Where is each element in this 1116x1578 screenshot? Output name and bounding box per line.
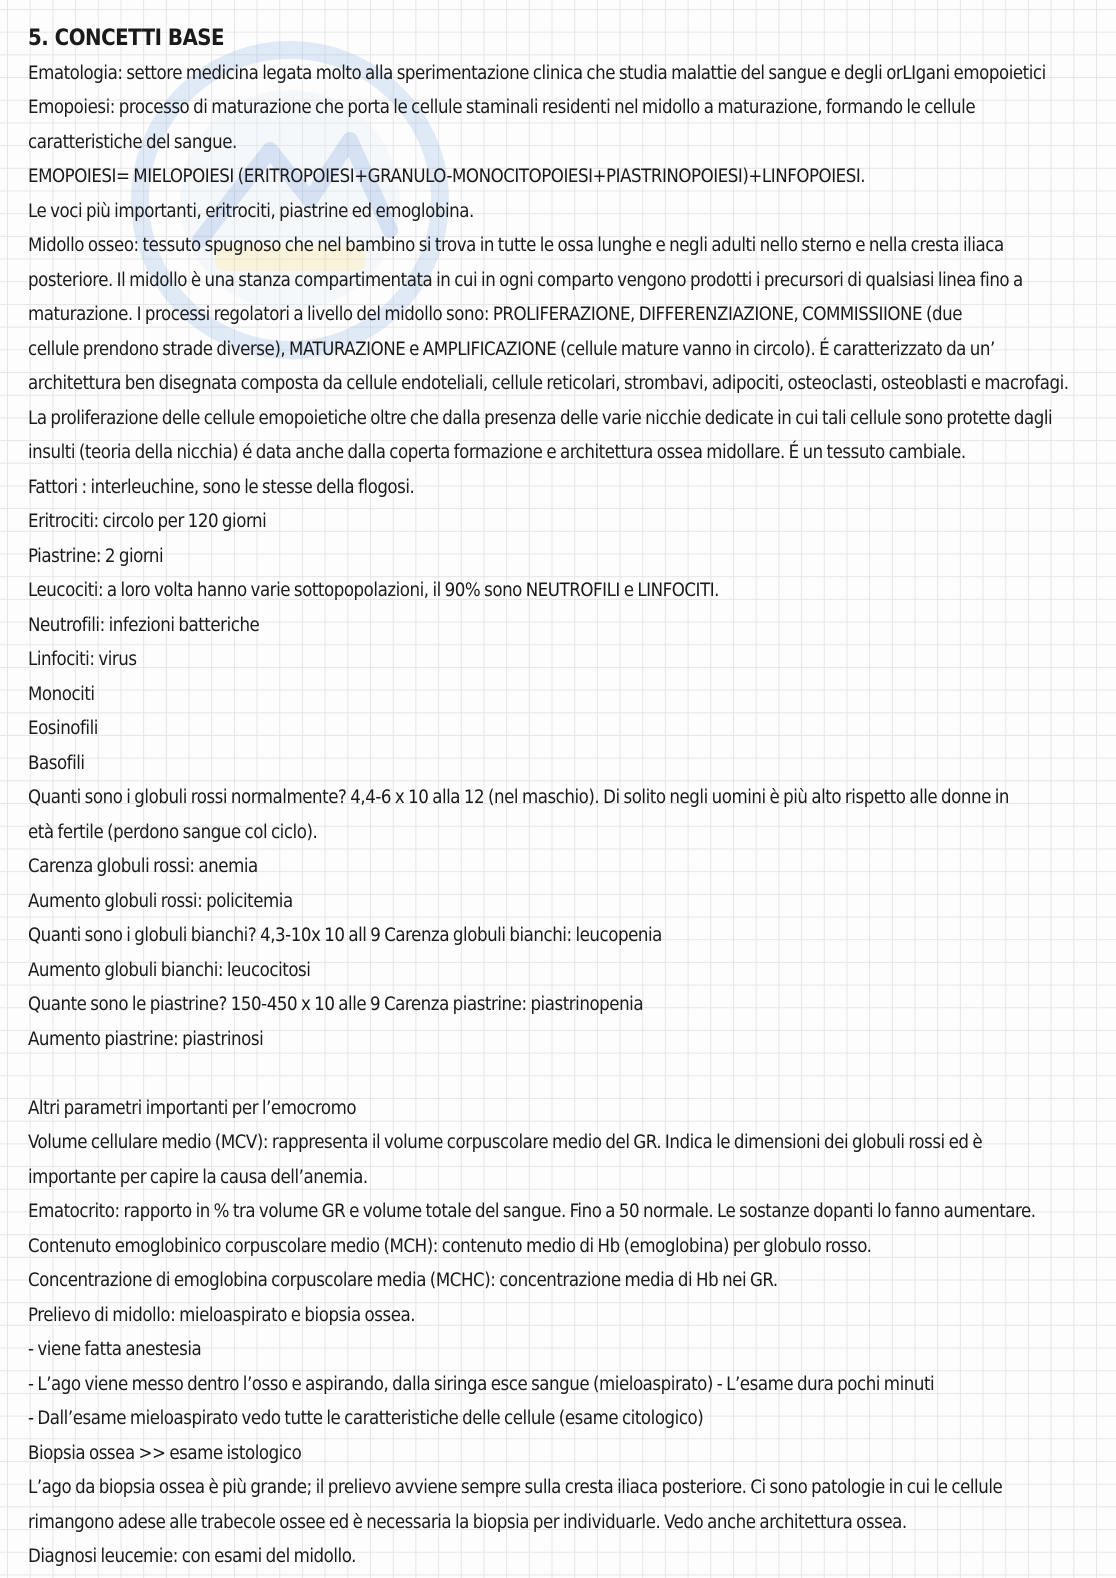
text-line: Piastrine: 2 giorni [28, 545, 164, 567]
text-line: La proliferazione delle cellule emopoietiche oltre che dalla presenza delle varie nicchie dedicate in cui tali cellule sono protette dagli [28, 407, 1053, 429]
text-line: Concentrazione di emoglobina corpuscolare media (MCHC): concentrazione media di Hb nei GR. [28, 1270, 778, 1291]
text-line: età fertile (perdono sangue col ciclo). [28, 821, 318, 843]
text-line: Emopoiesi: processo di maturazione che porta le cellule staminali residenti nel midollo a maturazione, formando le cellule [28, 97, 976, 118]
blank-line [28, 1057, 1098, 1092]
text-line: posteriore. Il midollo è una stanza compartimentata in cui in ogni comparto vengono prodotti i precursori di qualsiasi linea fino a [28, 269, 1023, 291]
text-line: Monociti [28, 683, 95, 705]
text-line: Fattori : interleuchine, sono le stesse della flogosi. [28, 476, 415, 498]
text-line: L’ago da biopsia ossea è più grande; il prelievo avviene sempre sulla cresta iliaca posteriore. Ci sono patologie in cui le cellule [28, 1477, 1003, 1498]
text-line: Eritrociti: circolo per 120 giorni [28, 511, 267, 532]
text-line: Neutrofili: infezioni batteriche [28, 614, 260, 636]
text-line: Prelievo di midollo: mieloaspirato e biopsia ossea. [28, 1304, 416, 1326]
text-line: Quanti sono i globuli rossi normalmente? 4,4-6 x 10 alla 12 (nel maschio). Di solito negli uomini è più alto rispetto alle donne in [28, 787, 1009, 808]
text-line: Carenza globuli rossi: anemia [28, 856, 258, 877]
text-line: maturazione. I processi regolatori a livello del midollo sono: PROLIFERAZIONE, DIFFERENZIAZIONE, COMMISSIIONE (due [28, 304, 963, 325]
text-line: Midollo osseo: tessuto spugnoso che nel bambino si trova in tutte le ossa lunghe e negli adulti nello sterno e nella cresta iliaca [28, 235, 1004, 256]
text-line: Quante sono le piastrine? 150-450 x 10 alle 9 Carenza piastrine: piastrinopenia [28, 994, 644, 1015]
text-line: Quanti sono i globuli bianchi? 4,3-10x 10 all 9 Carenza globuli bianchi: leucopenia [28, 925, 662, 946]
text-line: caratteristiche del sangue. [28, 131, 237, 153]
page-title: 5. CONCETTI BASE [28, 26, 225, 51]
text-line: Altri parametri importanti per l’emocromo [28, 1097, 357, 1119]
text-line: cellule prendono strade diverse), MATURAZIONE e AMPLIFICAZIONE (cellule mature vanno in circolo). É caratterizzato da un’ [28, 338, 995, 360]
notes-page [28, 22, 1098, 1575]
text-line: importante per capire la causa dell’anemia. [28, 1166, 368, 1188]
text-line: Volume cellulare medio (MCV): rappresenta il volume corpuscolare medio del GR. Indica le dimensioni dei globuli rossi ed è [28, 1132, 983, 1153]
text-line: EMOPOIESI= MIELOPOIESI (ERITROPOIESI+GRANULO-MONOCITOPOIESI+PIASTRINOPOIESI)+LINFOPOIESI. [28, 166, 866, 187]
notes-body [28, 57, 1098, 1575]
text-line: Linfociti: virus [28, 649, 137, 670]
text-line: Contenuto emoglobinico corpuscolare medio (MCH): contenuto medio di Hb (emoglobina) per globulo rosso. [28, 1235, 872, 1257]
text-line: Basofili [28, 752, 85, 774]
text-line: Biopsia ossea >> esame istologico [28, 1442, 302, 1464]
text-line: rimangono adese alle trabecole ossee ed è necessaria la biopsia per individuarle. Vedo anche architettura ossea. [28, 1511, 907, 1533]
text-line: Diagnosi leucemie: con esami del midollo. [28, 1546, 356, 1567]
text-line: Leucociti: a loro volta hanno varie sottopopolazioni, il 90% sono NEUTROFILI e LINFOCITI. [28, 580, 720, 601]
text-line: architettura ben disegnata composta da cellule endoteliali, cellule reticolari, strombavi, adipociti, osteoclasti, osteoblasti e macrofagi. [28, 373, 1069, 394]
text-line: Eosinofili [28, 718, 98, 739]
text-line: - L’ago viene messo dentro l’osso e aspirando, dalla siringa esce sangue (mieloaspirato) - L’esame dura pochi minuti [28, 1373, 935, 1395]
text-line: Aumento globuli bianchi: leucocitosi [28, 959, 311, 981]
text-line: - Dall’esame mieloaspirato vedo tutte le caratteristiche delle cellule (esame citologico) [28, 1408, 704, 1429]
text-line: Aumento piastrine: piastrinosi [28, 1028, 264, 1050]
text-line: Le voci più importanti, eritrociti, piastrine ed emoglobina. [28, 200, 474, 222]
text-line: insulti (teoria della nicchia) é data anche dalla coperta formazione e architettura ossea midollare. É un tessuto cambiale. [28, 442, 966, 463]
text-line: Ematologia: settore medicina legata molto alla sperimentazione clinica che studia malattie del sangue e degli orLIgani emopoietici [28, 62, 1046, 84]
text-line: Ematocrito: rapporto in % tra volume GR e volume totale del sangue. Fino a 50 normale. Le sostanze dopanti lo fanno aumentare. [28, 1201, 1036, 1222]
text-line: - viene fatta anestesia [28, 1339, 202, 1360]
text-line: Aumento globuli rossi: policitemia [28, 890, 293, 912]
